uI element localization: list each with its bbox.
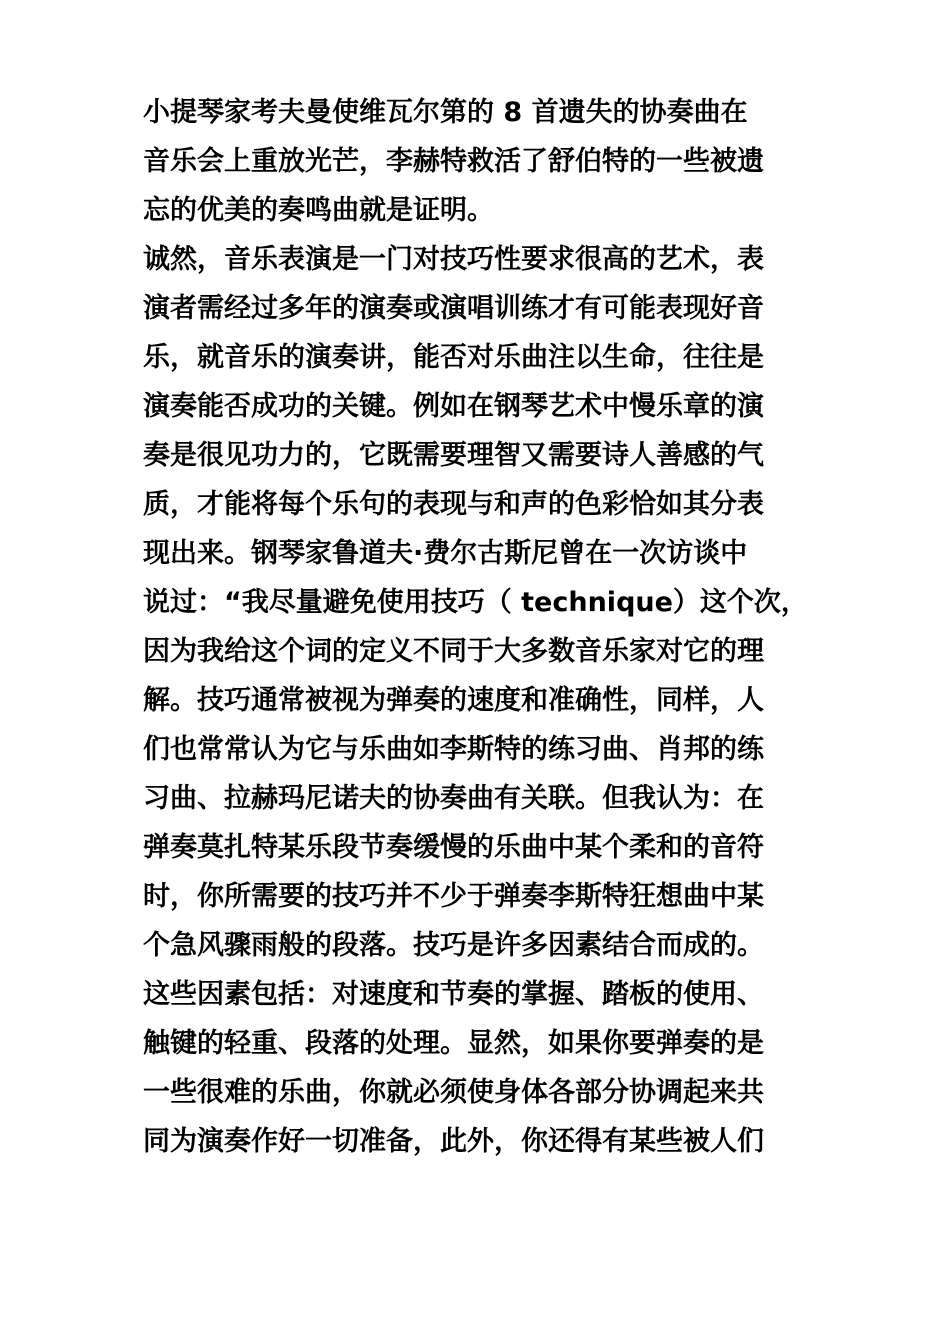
- text-line: 乐，就音乐的演奏讲，能否对乐曲注以生命，往往是: [143, 342, 764, 373]
- body-text: [143, 88, 843, 1166]
- text-line: 小提琴家考夫曼使维瓦尔第的 8 首遗失的协奏曲在: [143, 97, 748, 128]
- text-line: 一些很难的乐曲，你就必须使身体各部分协调起来共: [143, 1077, 764, 1108]
- text-line: 触键的轻重、段落的处理。显然，如果你要弹奏的是: [143, 1028, 764, 1059]
- text-line: 弹奏莫扎特某乐段节奏缓慢的乐曲中某个柔和的音符: [143, 832, 764, 863]
- text-line: 这些因素包括：对速度和节奏的掌握、踏板的使用、: [143, 979, 764, 1010]
- text-line: 演奏能否成功的关键。例如在钢琴艺术中慢乐章的演: [143, 391, 764, 422]
- text-line: 解。技巧通常被视为弹奏的速度和准确性，同样，人: [143, 685, 764, 716]
- text-line: 质，才能将每个乐句的表现与和声的色彩恰如其分表: [143, 489, 764, 520]
- text-line: 同为演奏作好一切准备，此外，你还得有某些被人们: [143, 1126, 764, 1157]
- text-line: 演者需经过多年的演奏或演唱训练才有可能表现好音: [143, 293, 764, 324]
- text-line: 诚然，音乐表演是一门对技巧性要求很高的艺术，表: [143, 244, 764, 275]
- text-line: 忘的优美的奏鸣曲就是证明。: [143, 195, 494, 226]
- text-line: 奏是很见功力的，它既需要理智又需要诗人善感的气: [143, 440, 764, 471]
- text-line: 说过：“我尽量避免使用技巧（ technique）这个次，: [143, 587, 808, 618]
- text-line: 时，你所需要的技巧并不少于弹奏李斯特狂想曲中某: [143, 881, 764, 912]
- text-line: 习曲、拉赫玛尼诺夫的协奏曲有关联。但我认为：在: [143, 783, 764, 814]
- text-line: 个急风骤雨般的段落。技巧是许多因素结合而成的。: [143, 930, 764, 961]
- text-line: 因为我给这个词的定义不同于大多数音乐家对它的理: [143, 636, 764, 667]
- text-line: 现出来。钢琴家鲁道夫·费尔古斯尼曾在一次访谈中: [143, 538, 748, 569]
- text-line: 们也常常认为它与乐曲如李斯特的练习曲、肖邦的练: [143, 734, 764, 765]
- text-line: 音乐会上重放光芒，李赫特救活了舒伯特的一些被遗: [143, 146, 764, 177]
